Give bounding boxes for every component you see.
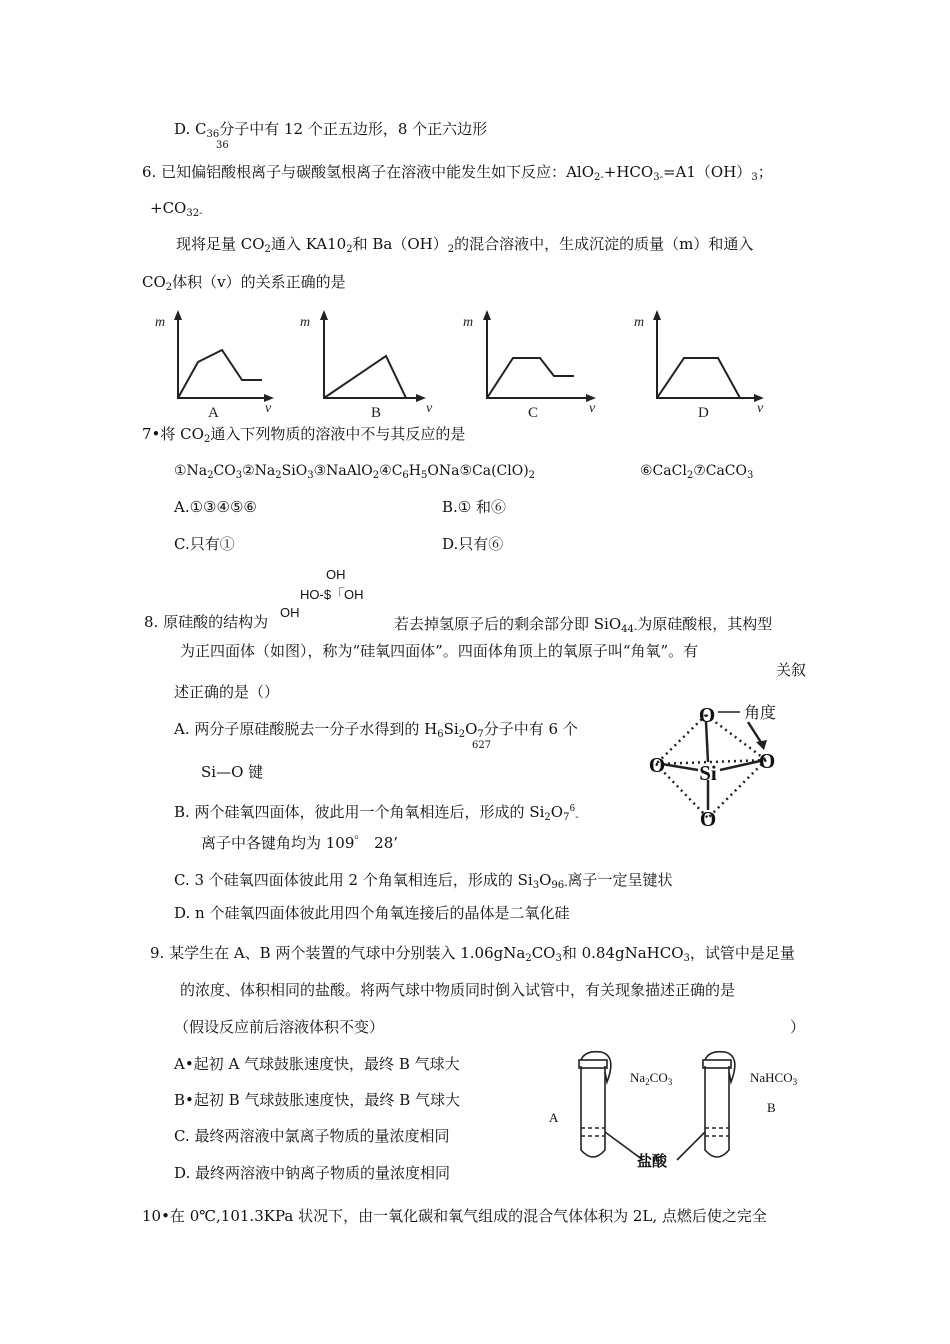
- graph-a-axes: [178, 312, 270, 398]
- q6-stem-line3: 现将足量 $CO_2$通入 $KA10_2$和 $Ba(OH)_2$的混合溶液中，生成沉淀的质量（m）和通入: [176, 235, 754, 255]
- q8-struct-top: OH: [326, 567, 346, 582]
- label-b: B: [767, 1100, 776, 1115]
- q9-line2: 的浓度、体积相同的盐酸。将两气球中物质同时倒入试管中，有关现象描述正确的是: [180, 981, 736, 999]
- q5-option-d: D. $C_{36}$分子中有 12 个正五边形，8 个正六边形: [174, 120, 488, 140]
- fig-o-right: O: [758, 749, 776, 773]
- graph-c-m: m: [463, 315, 474, 330]
- tube-a: [581, 1066, 605, 1157]
- graph-b-v: v: [426, 401, 433, 416]
- q9-line3: （假设反应前后溶液体积不变）: [174, 1018, 385, 1036]
- q7-option-c: C.只有①: [174, 535, 235, 553]
- q8-struct-left: OH: [280, 605, 300, 620]
- fig-o-left: O: [648, 753, 666, 777]
- graph-d-label: D: [698, 405, 709, 420]
- q7-option-d: D.只有⑥: [442, 535, 504, 553]
- label-na2co3: $Na_2CO_3$: [630, 1070, 673, 1087]
- q9-apparatus-figure: [545, 1050, 815, 1170]
- graph-c-curve: [487, 358, 574, 398]
- q5-stray-subscript: 36: [216, 140, 229, 151]
- graph-b-m: m: [300, 315, 311, 330]
- q6-stem-line4: $CO_2$体积（v）的关系正确的是: [142, 273, 346, 293]
- q8-stem-b: 若去掉氢原子后的剩余部分即 SiO$_{44-}$为原硅酸根，其构型: [394, 615, 773, 635]
- graph-b-axes: [324, 312, 422, 398]
- tube-b: [705, 1066, 729, 1157]
- label-acid: 盐酸: [637, 1154, 668, 1170]
- graph-b-curve: [324, 356, 406, 398]
- q10-line1: 10•在 0℃,101.3KPa 状况下，由一氧化碳和氧气组成的混合气体体积为 2L, 点燃后使之完全: [142, 1207, 767, 1225]
- graph-a-m: m: [155, 315, 166, 330]
- fig-angle-label: 角度: [744, 705, 777, 722]
- q9-option-d: D. 最终两溶液中钠离子物质的量浓度相同: [174, 1164, 451, 1182]
- graph-a-label: A: [208, 405, 219, 420]
- fig-o-top: O: [698, 703, 716, 727]
- label-nahco3: NaHCO$_3$: [750, 1070, 798, 1087]
- graph-c-label: C: [528, 405, 539, 420]
- q9-option-a: A•起初 A 气球鼓胀速度快，最终 B 气球大: [174, 1055, 460, 1073]
- fig-si: Si: [699, 761, 717, 785]
- graph-d-axes: [657, 312, 760, 398]
- q9-line3-paren: ）: [790, 1018, 806, 1036]
- graph-d-curve: [657, 358, 740, 398]
- label-a: A: [549, 1110, 559, 1125]
- q8-stem-a: 8. 原硅酸的结构为: [144, 613, 269, 631]
- q8-option-d: D. n 个硅氧四面体彼此用四个角氧连接后的晶体是二氧化硅: [174, 904, 570, 922]
- q9-option-c: C. 最终两溶液中氯离子物质的量浓度相同: [174, 1127, 450, 1145]
- q8-tetrahedron-figure: [640, 698, 810, 838]
- graph-c-v: v: [589, 401, 596, 416]
- graph-a-v: v: [265, 401, 272, 416]
- q7-stem: 7•将 $CO_2$通入下列物质的溶液中不与其反应的是: [142, 425, 466, 445]
- q6-stem-line2: $+CO_{32-}$: [150, 199, 203, 219]
- q8-struct-mid: HO-$「OH: [300, 587, 364, 602]
- graph-d-v: v: [757, 401, 764, 416]
- q7-list-2: ⑥CaCl$_2$⑦CaCO$_3$: [640, 463, 754, 481]
- q7-option-a: A.①③④⑤⑥: [174, 498, 257, 516]
- q9-option-b: B•起初 B 气球鼓胀速度快，最终 B 气球大: [174, 1091, 460, 1109]
- q8-option-a: A. 两分子原硅酸脱去一分子水得到的 $H_6Si_2O_7$分子中有 6 个: [174, 720, 578, 740]
- graph-d-m: m: [634, 315, 645, 330]
- q8-line4: 述正确的是（）: [174, 683, 280, 701]
- q8-option-a-line2: Si—O 键: [201, 763, 264, 781]
- q8-option-a-stray: 627: [472, 740, 492, 751]
- q6-stem-line1: 6. 已知偏铝酸根离子与碳酸氢根离子在溶液中能发生如下反应：$AlO_{2-}+HCO_{3-}=A1(OH)_3$；: [142, 163, 773, 183]
- q9-line1: 9. 某学生在 A、B 两个装置的气球中分别装入 $1.06gNa_2CO_3$和 0.84gNaHCO$_3$，试管中是足量: [150, 944, 795, 964]
- graph-b-label: B: [371, 405, 382, 420]
- q8-option-b: B. 两个硅氧四面体，彼此用一个角氧相连后，形成的 $Si_2O_7^6_-$: [174, 803, 579, 823]
- q7-list: $①Na_2CO_3②Na_2SiO_3③NaAlO_2④C_6H_5ONa⑤Ca(ClO)_2$: [174, 463, 536, 481]
- q8-line3-right: 关叙: [776, 661, 807, 679]
- q8-option-b-line2: 离子中各键角均为 109゜ 28’: [201, 834, 399, 852]
- q8-line2: 为正四面体（如图），称为“硅氧四面体”。四面体角顶上的氧原子叫“角氧”。有: [180, 642, 699, 660]
- q8-option-c: C. 3 个硅氧四面体彼此用 2 个角氧相连后，形成的 $Si_3O_{96-}$离子一定呈键状: [174, 871, 673, 891]
- graph-c-axes: [487, 312, 592, 398]
- fig-o-bottom: O: [699, 807, 717, 831]
- q6-graphs: [0, 310, 950, 420]
- graph-a-curve: [178, 350, 262, 398]
- q7-option-b: B.① 和⑥: [442, 498, 507, 516]
